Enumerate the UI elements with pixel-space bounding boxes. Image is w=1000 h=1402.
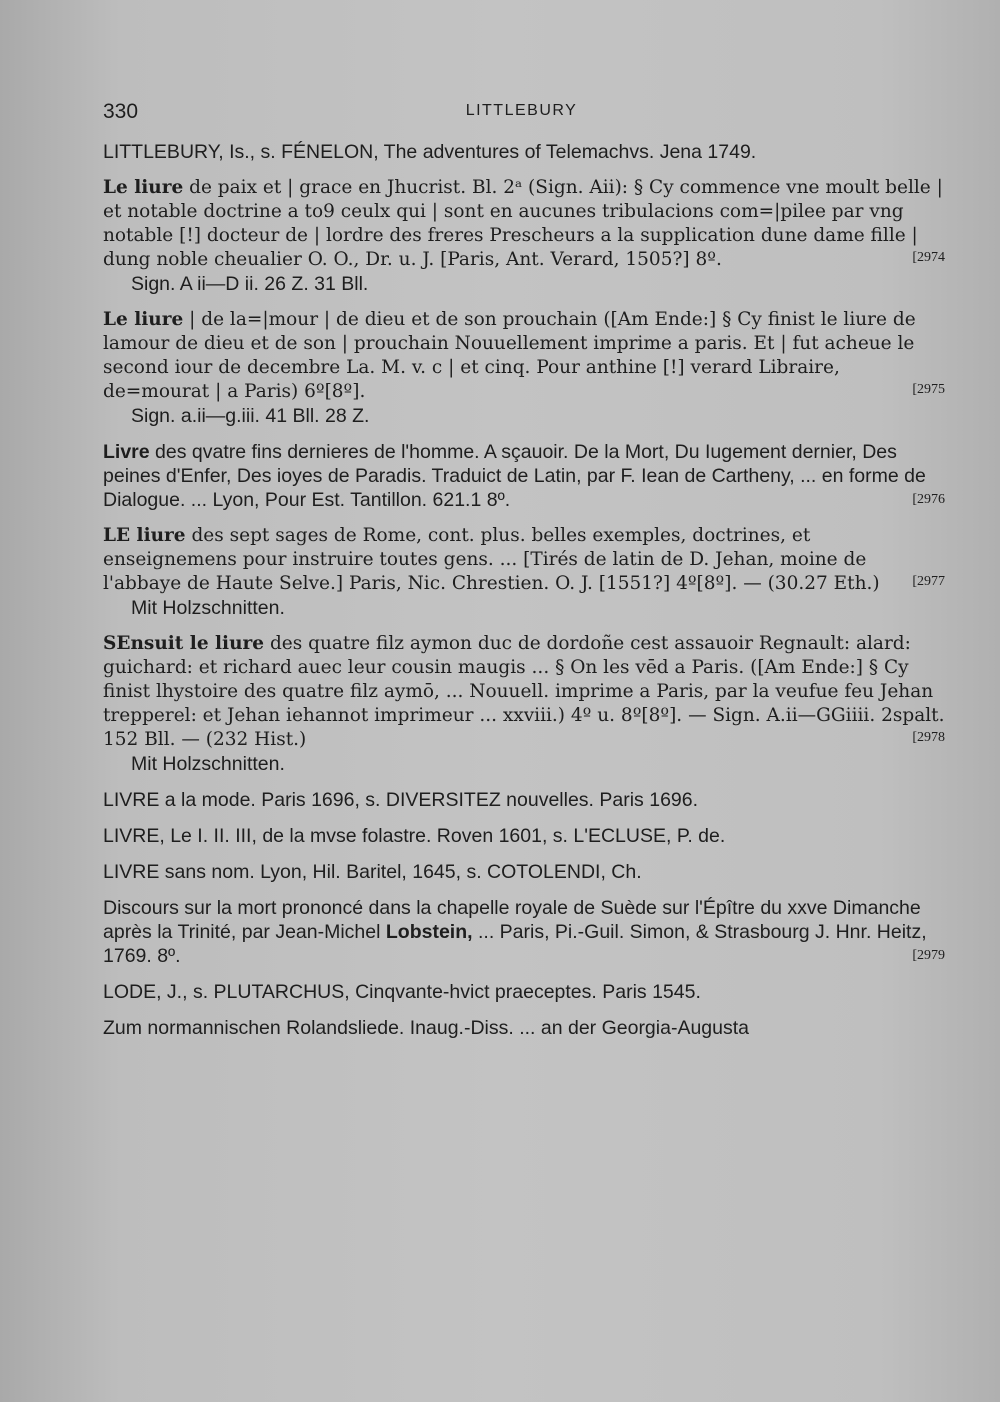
entry-signature: Sign. a.ii—g.iii. 41 Bll. 28 Z.	[131, 405, 370, 427]
entry-number: [2978	[912, 730, 945, 745]
entry-description: des quatre filz aymon duc de dordoñe cest assauoir Regnault: alard: guichard: et richard auec leur cousin maugis ... § On les vēd a Paris. ([Am Ende:] § Cy finist lhystoire des quatre filz aymō, ... Nouuell. imprime a Paris, par la veufue feu Jehan trepperel: et Jehan iehannot imprimeur ... xxviii.) 4º u. 8º[8º]. — Sign. A.ii—GGiiii. 2spalt. 152 Bll. — (232 Hist.)	[103, 633, 945, 750]
entry-number: [2974	[912, 250, 945, 265]
entry-lode	[103, 980, 945, 1004]
entry-signature: Sign. A ii—D ii. 26 Z. 31 Bll.	[131, 273, 369, 295]
entry-keyword: Lobstein,	[385, 921, 473, 943]
entry-2975	[103, 308, 945, 428]
page-number: 330	[103, 100, 139, 123]
entry-number: [2976	[912, 492, 945, 507]
running-head: LITTLEBURY	[465, 102, 578, 119]
entry-keyword: SEnsuit le liure	[103, 633, 265, 654]
entry-description-end: ... Paris, Pi.-Guil. Simon, & Strasbourg J. Hnr. Heitz, 1769. 8º.	[103, 921, 927, 967]
entry-text	[103, 896, 945, 968]
entry-livre-le	[103, 824, 945, 848]
entry-text	[103, 632, 945, 752]
entry-number: [2975	[912, 382, 945, 397]
entry-livre-a-la-mode	[103, 788, 945, 812]
entry-2976	[103, 440, 945, 512]
entry-keyword: Livre	[103, 441, 150, 463]
entry-description: de paix et | grace en Jhucrist. Bl. 2ᵃ (Sign. Aii): § Cy commence vne moult belle | et notable doctrine a to9 ceulx qui | sont en aucunes tribulacions com=|pilee par vng notable [!] docteur de | lordre des freres Prescheurs a la supplication dune dame fille | dung noble cheualier O. O., Dr. u. J. [Paris, Ant. Verard, 1505?] 8º.	[103, 177, 943, 270]
entry-2977	[103, 524, 945, 620]
entry-text	[103, 524, 945, 596]
entry-description: | de la=|mour | de dieu et de son prouchain ([Am Ende:] § Cy finist le liure de lamour de dieu et de son | prouchain Nouuellement imprime a paris. Et | fut acheue le second iour de decembre La. M. v. c | et cinq. Pour anthine [!] verard Libraire, de=mourat | a Paris) 6º[8º].	[103, 309, 916, 402]
entry-description: des sept sages de Rome, cont. plus. belles exemples, doctrines, et enseignemens pour instruire toutes gens. ... [Tirés de latin de D. Jehan, moine de l'abbaye de Haute Selve.] Paris, Nic. Chrestien. O. J. [1551?] 4º[8º]. — (30.27 Eth.)	[103, 525, 880, 594]
entry-heading: LITTLEBURY, Is., s. FÉNELON, The adventures of Telemachvs. Jena 1749.	[103, 141, 757, 163]
entry-heading: LIVRE, Le I. II. III, de la mvse folastre. Roven 1601, s. L'ECLUSE, P. de.	[103, 825, 726, 847]
entry-text	[103, 176, 945, 272]
entry-description: Discours sur la mort prononcé dans la chapelle royale de Suède sur l'Épître du xxve Dimanche après la Trinité, par Jean-Michel	[103, 897, 921, 943]
entry-number: [2979	[912, 948, 945, 963]
page-header	[103, 100, 940, 128]
page-body	[103, 140, 945, 1052]
entry-keyword: Le liure	[103, 177, 184, 198]
entry-number: [2977	[912, 574, 945, 589]
entry-heading: Zum normannischen Rolandsliede. Inaug.-Diss. ... an der Georgia-Augusta	[103, 1017, 750, 1039]
entry-text	[103, 440, 945, 512]
entry-livre-sans-nom	[103, 860, 945, 884]
entry-2978	[103, 632, 945, 776]
entry-littlebury	[103, 140, 945, 164]
entry-heading: LODE, J., s. PLUTARCHUS, Cinqvante-hvict praeceptes. Paris 1545.	[103, 981, 701, 1003]
entry-keyword: LE liure	[103, 525, 186, 546]
entry-rolandsliede	[103, 1016, 945, 1040]
entry-heading: LIVRE a la mode. Paris 1696, s. DIVERSITEZ nouvelles. Paris 1696.	[103, 789, 699, 811]
entry-heading: LIVRE sans nom. Lyon, Hil. Baritel, 1645, s. COTOLENDI, Ch.	[103, 861, 642, 883]
entry-note: Mit Holzschnitten.	[131, 597, 285, 619]
entry-text	[103, 308, 945, 404]
entry-keyword: Le liure	[103, 309, 184, 330]
entry-2979	[103, 896, 945, 968]
entry-2974	[103, 176, 945, 296]
entry-note: Mit Holzschnitten.	[131, 753, 285, 775]
entry-description: des qvatre fins dernieres de l'homme. A sçauoir. De la Mort, Du Iugement dernier, Des peines d'Enfer, Des ioyes de Paradis. Traduict de Latin, par F. Iean de Cartheny, ... en forme de Dialogue. ... Lyon, Pour Est. Tantillon. 621.1 8º.	[103, 441, 926, 511]
